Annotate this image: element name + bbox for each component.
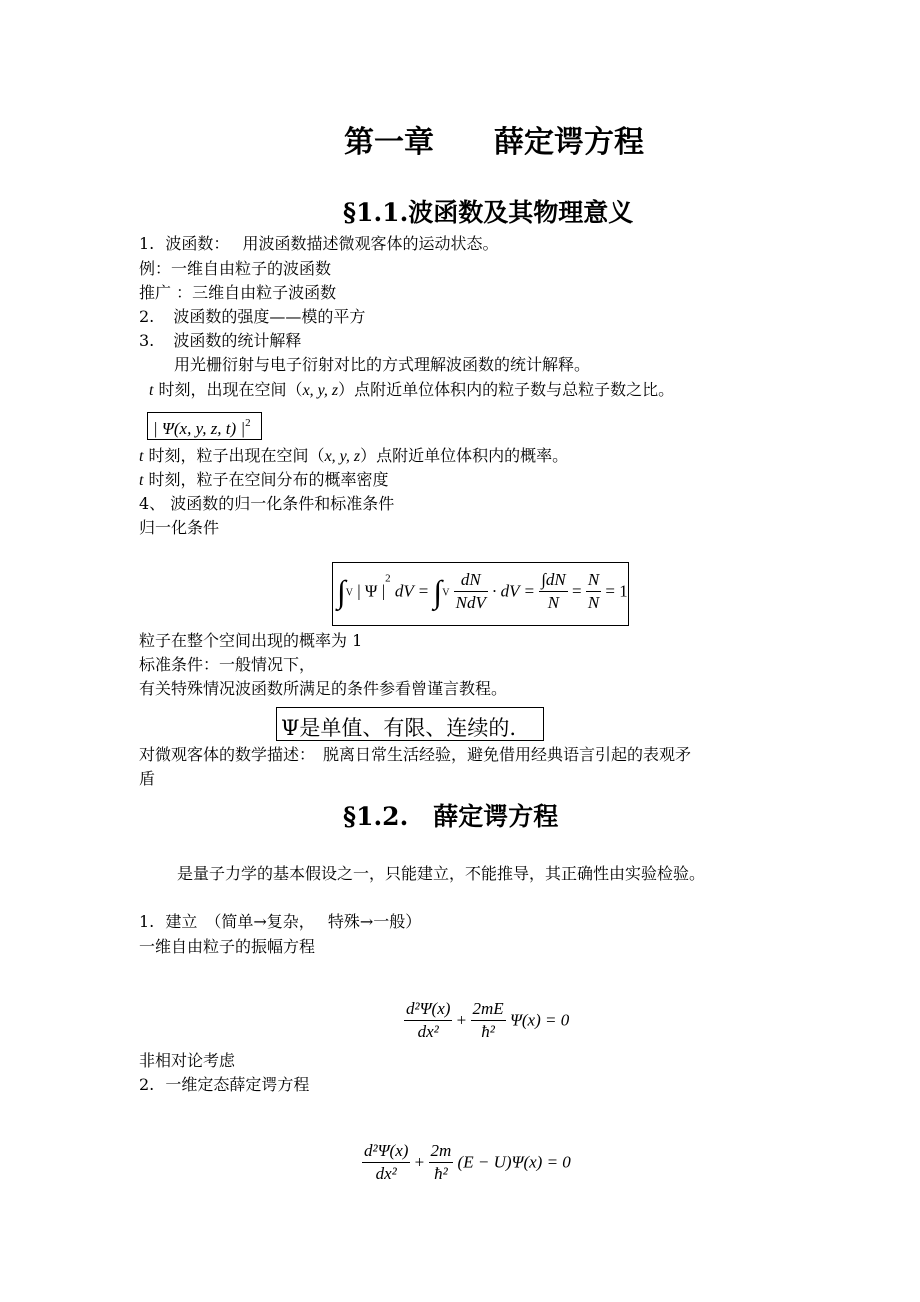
section-1-1-title: §1.1.波函数及其物理意义: [343, 198, 634, 227]
fraction-denominator: ħ²: [481, 1022, 495, 1041]
item-number: 1.: [139, 912, 155, 931]
dv-equals: dV =: [394, 581, 430, 601]
fraction-denominator: dx²: [375, 1164, 397, 1183]
normalization-box: [332, 562, 629, 626]
line-postulate: 是量子力学的基本假设之一，只能建立，不能推导，其正确性由实验检验。: [177, 864, 706, 883]
fraction-n-n: [586, 569, 601, 614]
text-a: 时刻，粒子出现在空间（: [148, 446, 325, 465]
line-intensity: [139, 307, 365, 327]
amplitude-equation: [404, 998, 569, 1043]
line-probability: [139, 446, 568, 467]
var-xyz: x, y, z: [324, 448, 361, 465]
fraction-2me-hbar2: [471, 998, 506, 1043]
item-text: 波函数的强度——模的平方: [173, 307, 366, 326]
line-generalize: 推广 ：三维自由粒子波函数: [139, 283, 337, 302]
fraction-denominator: N: [587, 593, 600, 612]
fraction-numerator: d²Ψ(x): [362, 1140, 410, 1163]
fraction-2m-hbar2: [429, 1140, 454, 1185]
item-number: 2.: [139, 307, 155, 326]
equals-sign: =: [571, 581, 582, 601]
fraction-numerator: dN: [454, 569, 488, 592]
item-text: 建立 （简单→复杂， 特殊→一般）: [165, 912, 422, 931]
line-math-description-cont: 盾: [139, 769, 156, 788]
psi-exponent: 2: [245, 417, 251, 429]
var-xyz: x, y, z: [302, 382, 339, 399]
psi-formula-text: | Ψ(x, y, z, t) |: [153, 419, 246, 438]
chapter-title: 第一章 薛定谔方程: [344, 125, 644, 160]
fraction-numerator: 2mE: [471, 998, 506, 1021]
fraction-dn-ndv: [454, 569, 488, 614]
dot-dv-equals: · dV =: [492, 581, 535, 601]
var-t: t: [139, 472, 144, 489]
plus-sign: +: [456, 1010, 467, 1030]
item-number: 1.: [139, 234, 155, 253]
line-example: 例：一维自由粒子的波函数: [139, 259, 332, 278]
integral-subscript: V: [345, 587, 353, 599]
var-t: t: [139, 448, 144, 465]
line-density: [139, 470, 389, 491]
fraction-numerator: 2m: [429, 1140, 454, 1163]
abs-psi-exponent: 2: [385, 572, 391, 585]
equals-one: = 1: [605, 581, 628, 601]
psi-conditions-text: Ψ是单值、有限、连续的.: [281, 716, 517, 740]
integral-symbol: ∫: [337, 573, 346, 610]
line-total-probability: 粒子在整个空间出现的概率为 1: [139, 631, 363, 650]
fraction-denominator: N: [547, 593, 560, 612]
integral-symbol-2: ∫: [433, 573, 443, 610]
line-math-description: 对微观客体的数学描述： 脱离日常生活经验，避免借用经典语言引起的表观矛: [139, 745, 692, 764]
line-standard-conditions: 标准条件：一般情况下，: [139, 655, 316, 674]
fraction-denominator: ħ²: [434, 1164, 448, 1183]
psi-squared-box: [147, 412, 262, 440]
fraction-denominator: NdV: [455, 593, 486, 612]
section-1-2-title: §1.2. 薛定谔方程: [343, 802, 559, 831]
normalization-equation: [337, 569, 628, 614]
item-number: 2.: [139, 1075, 155, 1094]
line-amplitude-eq: 一维自由粒子的振幅方程: [139, 937, 316, 956]
line-normalization-label: 归一化条件: [139, 518, 220, 537]
var-t: t: [149, 382, 154, 399]
fraction-d2psi-dx2: [362, 1140, 410, 1185]
item-number: 3.: [139, 331, 155, 350]
line-stationary-eq: [139, 1075, 309, 1095]
abs-psi: | Ψ |: [357, 581, 386, 601]
text-b: ）点附近单位体积内的概率。: [360, 446, 569, 465]
fraction-denominator: dx²: [417, 1022, 439, 1041]
line-nonrelativistic: 非相对论考虑: [139, 1051, 236, 1070]
text-a: 时刻，出现在空间（: [158, 380, 303, 399]
psi-squared-formula: [153, 417, 251, 439]
fraction-numerator: ∫dN: [539, 569, 568, 592]
plus-sign: +: [414, 1152, 425, 1172]
line-reference: 有关特殊情况波函数所满足的条件参看曾谨言教程。: [139, 679, 508, 698]
line-particle-ratio: [149, 380, 674, 401]
text: 时刻，粒子在空间分布的概率密度: [148, 470, 389, 489]
line-statistical: [139, 331, 301, 351]
line-grating: 用光栅衍射与电子衍射对比的方式理解波函数的统计解释。: [174, 355, 591, 374]
psi-equals-zero: Ψ(x) = 0: [509, 1010, 570, 1030]
item-text: 一维定态薛定谔方程: [165, 1075, 310, 1094]
line-establish: [139, 912, 421, 932]
text-b: ）点附近单位体积内的粒子数与总粒子数之比。: [338, 380, 675, 399]
line-wavefunction: [139, 234, 498, 254]
item-text: 波函数： 用波函数描述微观客体的运动状态。: [165, 234, 499, 253]
integral-subscript-2: V: [442, 587, 450, 599]
item-text: 波函数的统计解释: [173, 331, 302, 350]
fraction-d2psi-dx2: [404, 998, 452, 1043]
fraction-numerator: d²Ψ(x): [404, 998, 452, 1021]
stationary-schrodinger-equation: [362, 1140, 571, 1185]
psi-conditions-box: [276, 707, 544, 741]
fraction-numerator: N: [586, 569, 601, 592]
fraction-intdn-n: [539, 569, 568, 614]
line-normalization-heading: 4、 波函数的归一化条件和标准条件: [139, 494, 395, 513]
potential-term-equals-zero: (E − U)Ψ(x) = 0: [457, 1152, 571, 1172]
